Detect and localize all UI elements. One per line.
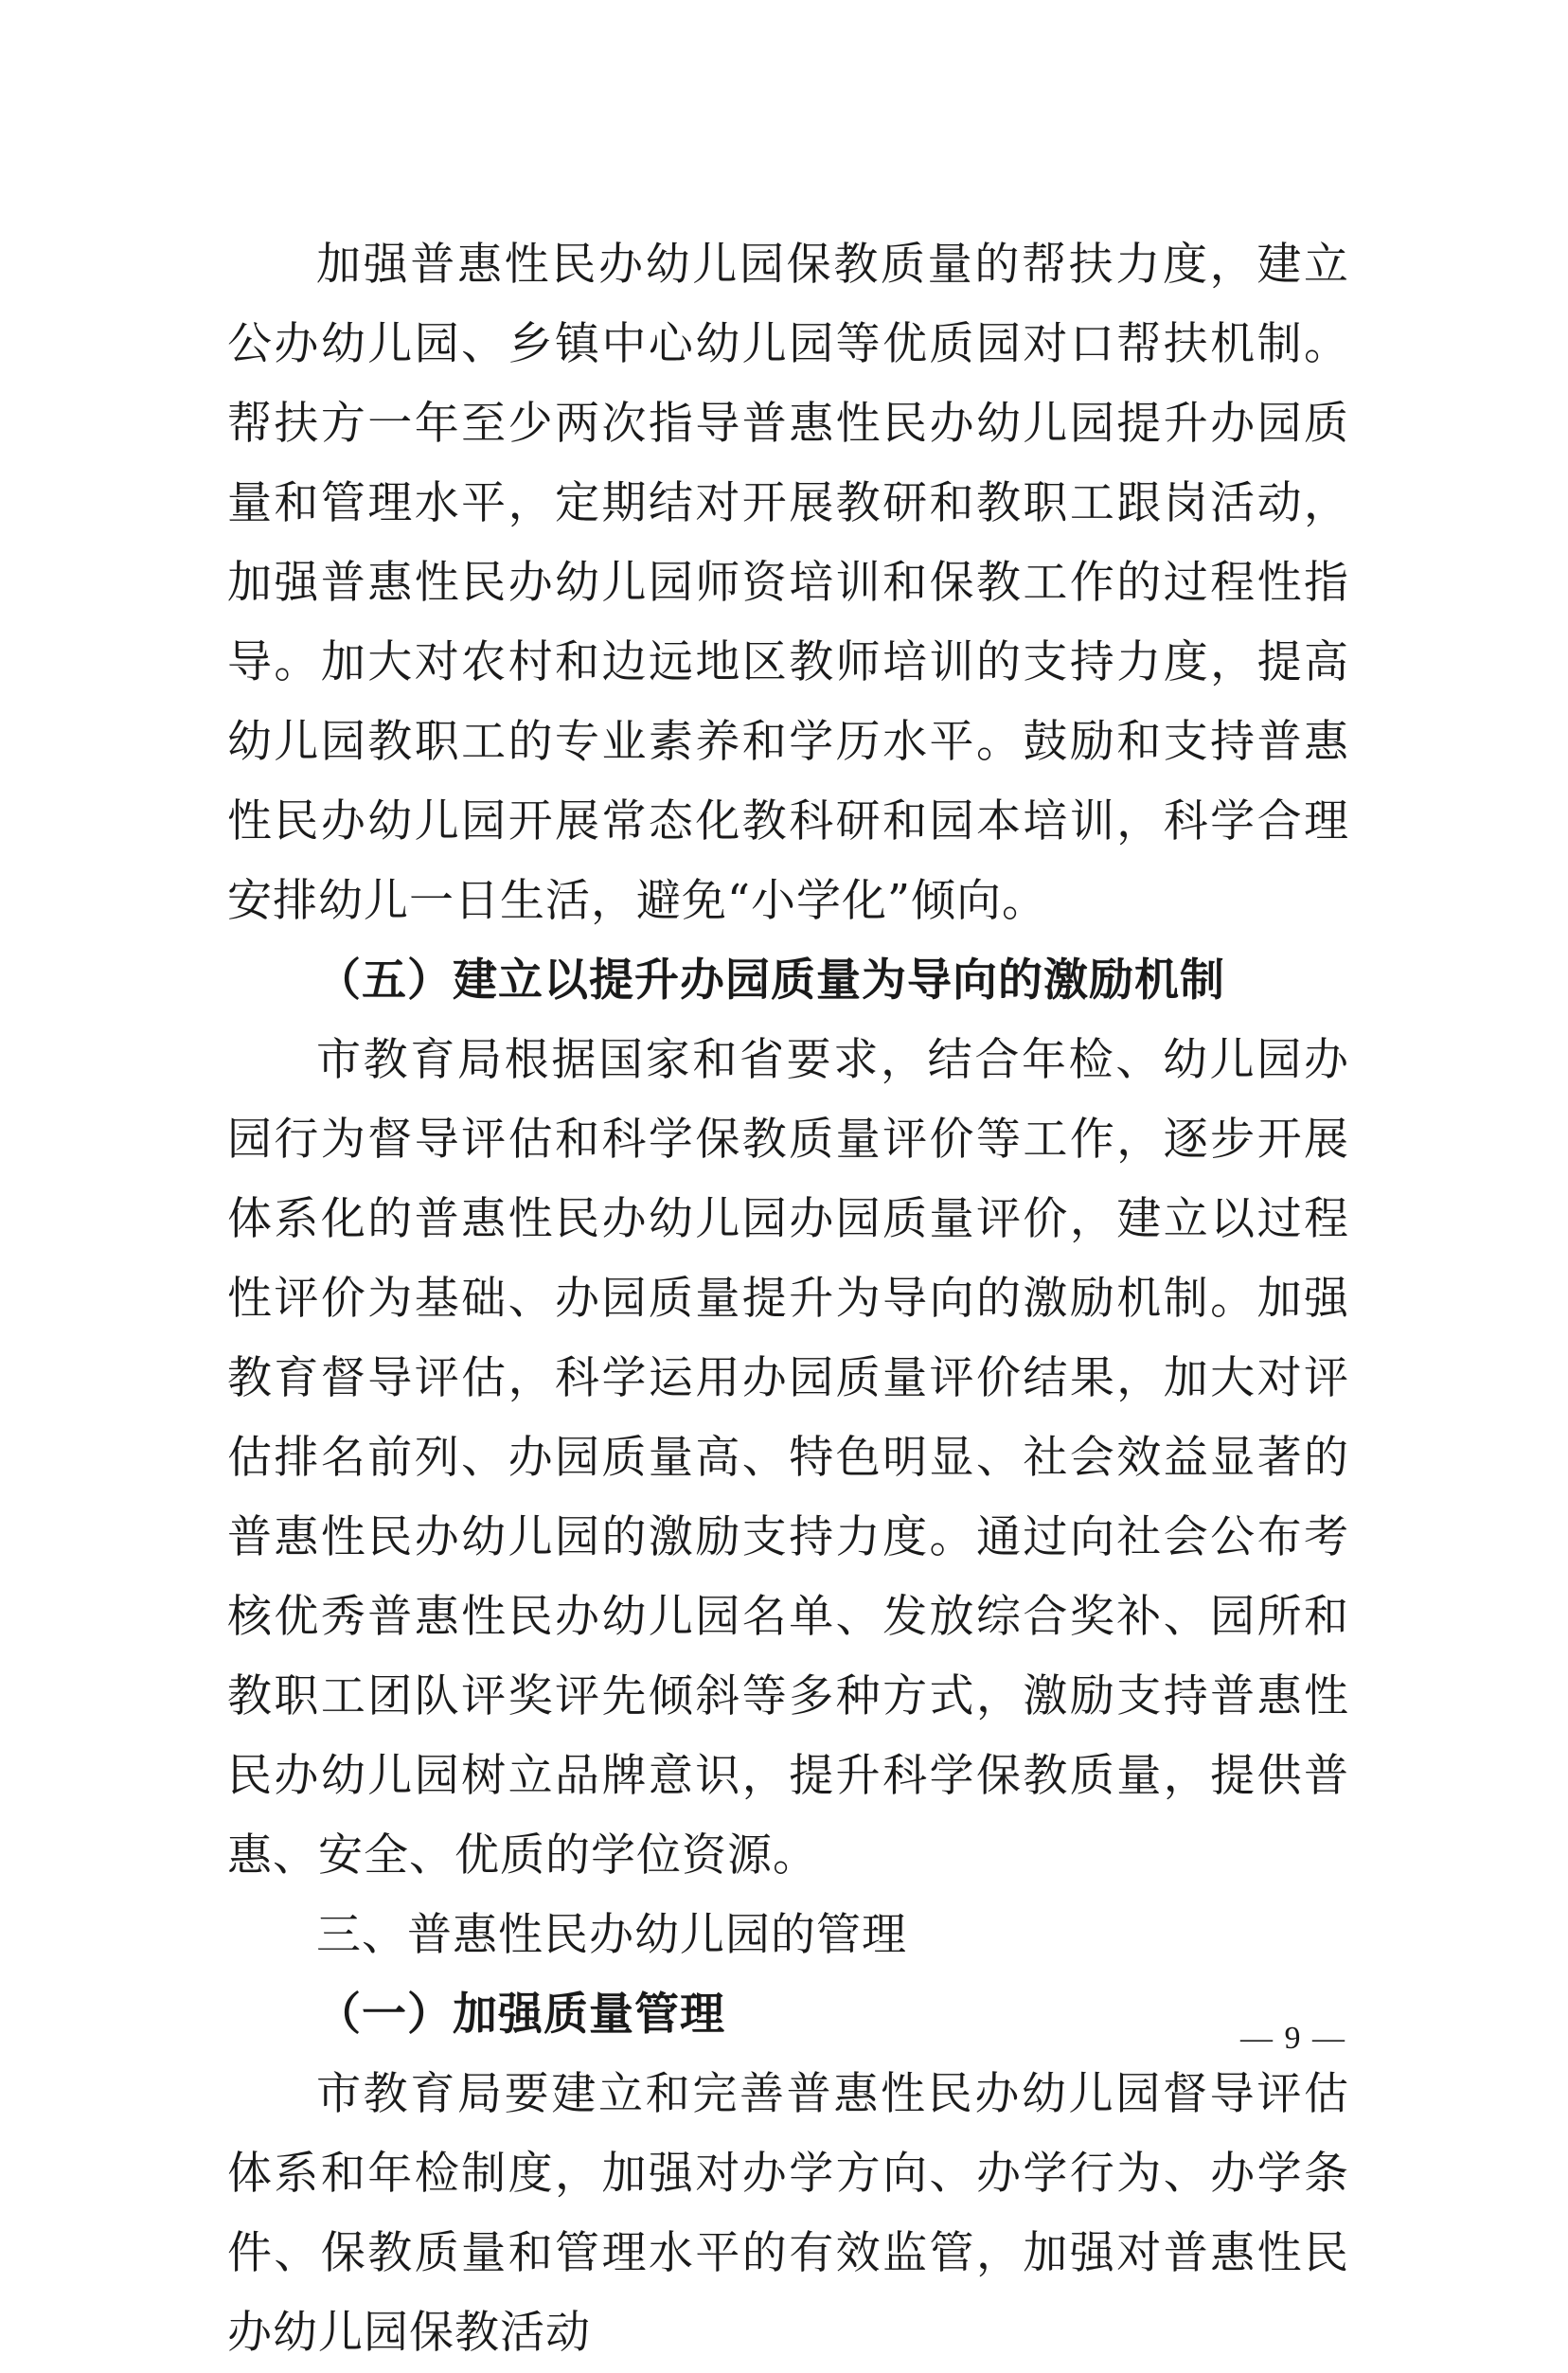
paragraph-incentive: 市教育局根据国家和省要求，结合年检、幼儿园办园行为督导评估和科学保教质量评价等工作，逐步开展体系化的普惠性民办幼儿园办园质量评价，建立以过程性评价为基础、办园质量提升为导向的激励机制。加强教育督导评估，科学运用办园质量评价结果，加大对评估排名前列、办园质量高、特色明显、社会效益显著的普惠性民办幼儿园的激励支持力度。通过向社会公布考核优秀普惠性民办幼儿园名单、发放综合奖补、园所和教职工团队评奖评先倾斜等多种方式，激励支持普惠性民办幼儿园树立品牌意识，提升科学保教质量，提供普惠、安全、优质的学位资源。	[227, 1034, 1349, 1882]
section-heading-incentive: （五）建立以提升办园质量为导向的激励机制	[316, 955, 1225, 1007]
paragraph-quality: 市教育局要建立和完善普惠性民办幼儿园督导评估体系和年检制度，加强对办学方向、办学行为、办学条件、保教质量和管理水平的有效监管，加强对普惠性民办幼儿园保教活动	[227, 2068, 1349, 2359]
document-body	[227, 225, 1349, 2373]
section-heading-quality: （一）加强质量管理	[316, 1989, 725, 2041]
paragraph-support: 加强普惠性民办幼儿园保教质量的帮扶力度，建立公办幼儿园、乡镇中心幼儿园等优质园对口帮扶机制。帮扶方一年至少两次指导普惠性民办幼儿园提升办园质量和管理水平，定期结对开展教研和教职工跟岗活动，加强普惠性民办幼儿园师资培训和保教工作的过程性指导。加大对农村和边远地区教师培训的支持力度，提高幼儿园教职工的专业素养和学历水平。鼓励和支持普惠性民办幼儿园开展常态化教科研和园本培训，科学合理安排幼儿一日生活，避免“小学化”倾向。	[227, 239, 1349, 927]
page-number: — 9 —	[1240, 2021, 1346, 2056]
chapter-heading-management: 三、普惠性民办幼儿园的管理	[316, 1909, 907, 1961]
